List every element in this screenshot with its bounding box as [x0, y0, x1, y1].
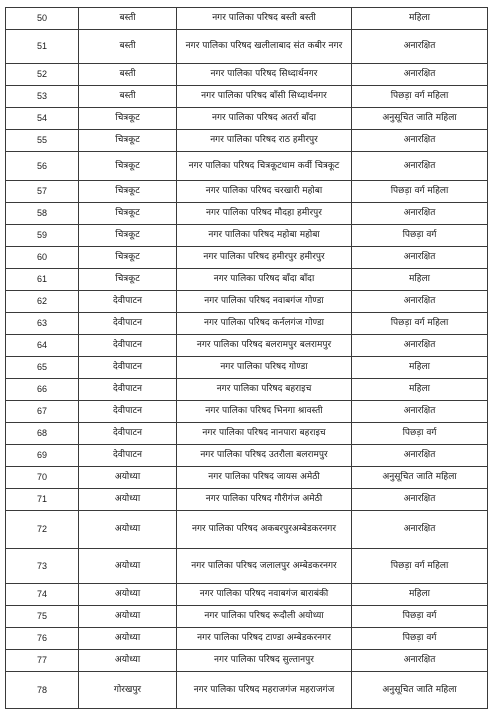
table-row [6, 357, 488, 379]
row-number: 74 [6, 584, 79, 606]
division-cell: चित्रकूट [79, 152, 177, 181]
table-row [6, 203, 488, 225]
municipality-name-cell: नगर पालिका परिषद चरखारी महोबा [177, 181, 352, 203]
division-cell: गोरखपुर [79, 672, 177, 709]
municipality-name-cell: नगर पालिका परिषद चित्रकूटधाम कर्वी चित्रकूट [177, 152, 352, 181]
municipality-name-cell: नगर पालिका परिषद महराजगंज महराजगंज [177, 672, 352, 709]
row-number: 69 [6, 445, 79, 467]
division-cell: देवीपाटन [79, 445, 177, 467]
row-number: 71 [6, 489, 79, 511]
municipality-name-cell: नगर पालिका परिषद बलरामपुर बलरामपुर [177, 335, 352, 357]
table-row [6, 628, 488, 650]
municipality-name-cell: नगर पालिका परिषद रूदौली अयोध्या [177, 606, 352, 628]
division-cell: अयोध्या [79, 650, 177, 672]
row-number: 55 [6, 130, 79, 152]
reservation-category-cell: महिला [352, 269, 488, 291]
municipality-name-cell: नगर पालिका परिषद अतर्रा बाँदा [177, 108, 352, 130]
table-row [6, 269, 488, 291]
municipality-name-cell: नगर पालिका परिषद हमीरपुर हमीरपुर [177, 247, 352, 269]
reservation-category-cell: अनारक्षित [352, 401, 488, 423]
table-row [6, 335, 488, 357]
division-cell: अयोध्या [79, 489, 177, 511]
table-row [6, 313, 488, 335]
reservation-category-cell: अनारक्षित [352, 291, 488, 313]
division-cell: देवीपाटन [79, 357, 177, 379]
table-row [6, 445, 488, 467]
division-cell: देवीपाटन [79, 401, 177, 423]
division-cell: देवीपाटन [79, 313, 177, 335]
division-cell: अयोध्या [79, 511, 177, 549]
reservation-category-cell: अनुसूचित जाति महिला [352, 467, 488, 489]
table-row [6, 130, 488, 152]
division-cell: चित्रकूट [79, 225, 177, 247]
reservation-category-cell: अनारक्षित [352, 511, 488, 549]
table-row [6, 672, 488, 709]
reservation-category-cell: अनारक्षित [352, 130, 488, 152]
reservation-category-cell: पिछड़ा वर्ग [352, 628, 488, 650]
municipality-name-cell: नगर पालिका परिषद खलीलाबाद संत कबीर नगर [177, 30, 352, 64]
row-number: 57 [6, 181, 79, 203]
municipality-name-cell: नगर पालिका परिषद गौरीगंज अमेठी [177, 489, 352, 511]
reservation-category-cell: पिछड़ा वर्ग महिला [352, 86, 488, 108]
municipality-name-cell: नगर पालिका परिषद भिनगा श्रावस्ती [177, 401, 352, 423]
municipality-name-cell: नगर पालिका परिषद गोण्डा [177, 357, 352, 379]
municipality-name-cell: नगर पालिका परिषद बाँसी सिध्दार्थनगर [177, 86, 352, 108]
row-number: 61 [6, 269, 79, 291]
table-row [6, 650, 488, 672]
division-cell: अयोध्या [79, 549, 177, 584]
division-cell: अयोध्या [79, 606, 177, 628]
reservation-category-cell: महिला [352, 357, 488, 379]
municipality-name-cell: नगर पालिका परिषद नानपारा बहराइच [177, 423, 352, 445]
row-number: 53 [6, 86, 79, 108]
table-row [6, 379, 488, 401]
table-row [6, 8, 488, 30]
division-cell: चित्रकूट [79, 203, 177, 225]
municipality-name-cell: नगर पालिका परिषद अकबरपुरअम्बेडकरनगर [177, 511, 352, 549]
reservation-category-cell: पिछड़ा वर्ग महिला [352, 181, 488, 203]
municipality-name-cell: नगर पालिका परिषद मौदहा हमीरपुर [177, 203, 352, 225]
division-cell: चित्रकूट [79, 181, 177, 203]
reservation-category-cell: अनारक्षित [352, 64, 488, 86]
reservation-category-cell: अनुसूचित जाति महिला [352, 672, 488, 709]
table-row [6, 181, 488, 203]
reservation-category-cell: महिला [352, 379, 488, 401]
row-number: 65 [6, 357, 79, 379]
division-cell: चित्रकूट [79, 247, 177, 269]
reservation-category-cell: पिछड़ा वर्ग [352, 225, 488, 247]
municipality-name-cell: नगर पालिका परिषद उतरौला बलरामपुर [177, 445, 352, 467]
municipality-name-cell: नगर पालिका परिषद जलालपुर अम्बेडकरनगर [177, 549, 352, 584]
reservation-category-cell: अनारक्षित [352, 247, 488, 269]
row-number: 67 [6, 401, 79, 423]
reservation-category-cell: महिला [352, 584, 488, 606]
reservation-category-cell: अनारक्षित [352, 650, 488, 672]
table-row [6, 291, 488, 313]
table-row [6, 467, 488, 489]
table-row [6, 489, 488, 511]
reservation-category-cell: अनारक्षित [352, 203, 488, 225]
division-cell: चित्रकूट [79, 269, 177, 291]
row-number: 56 [6, 152, 79, 181]
table-row [6, 247, 488, 269]
row-number: 59 [6, 225, 79, 247]
municipality-name-cell: नगर पालिका परिषद बाँदा बाँदा [177, 269, 352, 291]
row-number: 66 [6, 379, 79, 401]
reservation-category-cell: अनारक्षित [352, 152, 488, 181]
row-number: 76 [6, 628, 79, 650]
reservation-category-cell: अनारक्षित [352, 30, 488, 64]
row-number: 58 [6, 203, 79, 225]
row-number: 70 [6, 467, 79, 489]
row-number: 68 [6, 423, 79, 445]
row-number: 75 [6, 606, 79, 628]
municipality-name-cell: नगर पालिका परिषद बहराइच [177, 379, 352, 401]
municipality-name-cell: नगर पालिका परिषद सिध्दार्थनगर [177, 64, 352, 86]
reservation-category-cell: अनारक्षित [352, 335, 488, 357]
division-cell: चित्रकूट [79, 130, 177, 152]
table-row [6, 423, 488, 445]
municipality-name-cell: नगर पालिका परिषद टाण्डा अम्बेडकरनगर [177, 628, 352, 650]
table-row [6, 584, 488, 606]
division-cell: बस्ती [79, 86, 177, 108]
reservation-category-cell: पिछड़ा वर्ग महिला [352, 549, 488, 584]
row-number: 77 [6, 650, 79, 672]
table-row [6, 86, 488, 108]
municipality-name-cell: नगर पालिका परिषद राठ हमीरपुर [177, 130, 352, 152]
reservation-category-cell: पिछड़ा वर्ग [352, 606, 488, 628]
reservation-category-cell: पिछड़ा वर्ग [352, 423, 488, 445]
municipality-name-cell: नगर पालिका परिषद बस्ती बस्ती [177, 8, 352, 30]
table-row [6, 108, 488, 130]
table-row [6, 511, 488, 549]
division-cell: अयोध्या [79, 584, 177, 606]
municipality-name-cell: नगर पालिका परिषद महोबा महोबा [177, 225, 352, 247]
row-number: 73 [6, 549, 79, 584]
table-row [6, 606, 488, 628]
municipality-name-cell: नगर पालिका परिषद नवाबगंज बाराबंकी [177, 584, 352, 606]
municipality-name-cell: नगर पालिका परिषद नवाबगंज गोण्डा [177, 291, 352, 313]
division-cell: बस्ती [79, 30, 177, 64]
division-cell: देवीपाटन [79, 379, 177, 401]
table-row [6, 401, 488, 423]
row-number: 54 [6, 108, 79, 130]
row-number: 78 [6, 672, 79, 709]
municipality-name-cell: नगर पालिका परिषद जायस अमेठी [177, 467, 352, 489]
division-cell: बस्ती [79, 8, 177, 30]
division-cell: अयोध्या [79, 628, 177, 650]
table-row [6, 30, 488, 64]
reservation-category-cell: महिला [352, 8, 488, 30]
division-cell: बस्ती [79, 64, 177, 86]
row-number: 50 [6, 8, 79, 30]
reservation-category-cell: अनुसूचित जाति महिला [352, 108, 488, 130]
division-cell: चित्रकूट [79, 108, 177, 130]
row-number: 60 [6, 247, 79, 269]
division-cell: देवीपाटन [79, 291, 177, 313]
table-body [6, 8, 488, 709]
row-number: 52 [6, 64, 79, 86]
reservation-table [5, 7, 488, 709]
division-cell: देवीपाटन [79, 335, 177, 357]
division-cell: अयोध्या [79, 467, 177, 489]
row-number: 51 [6, 30, 79, 64]
reservation-category-cell: पिछड़ा वर्ग महिला [352, 313, 488, 335]
row-number: 64 [6, 335, 79, 357]
table-row [6, 64, 488, 86]
reservation-category-cell: अनारक्षित [352, 489, 488, 511]
reservation-category-cell: अनारक्षित [352, 445, 488, 467]
row-number: 62 [6, 291, 79, 313]
table-row [6, 225, 488, 247]
municipality-name-cell: नगर पालिका परिषद सुल्तानपुर [177, 650, 352, 672]
row-number: 72 [6, 511, 79, 549]
table-row [6, 152, 488, 181]
table-row [6, 549, 488, 584]
municipality-name-cell: नगर पालिका परिषद कर्नलगंज गोण्डा [177, 313, 352, 335]
row-number: 63 [6, 313, 79, 335]
division-cell: देवीपाटन [79, 423, 177, 445]
